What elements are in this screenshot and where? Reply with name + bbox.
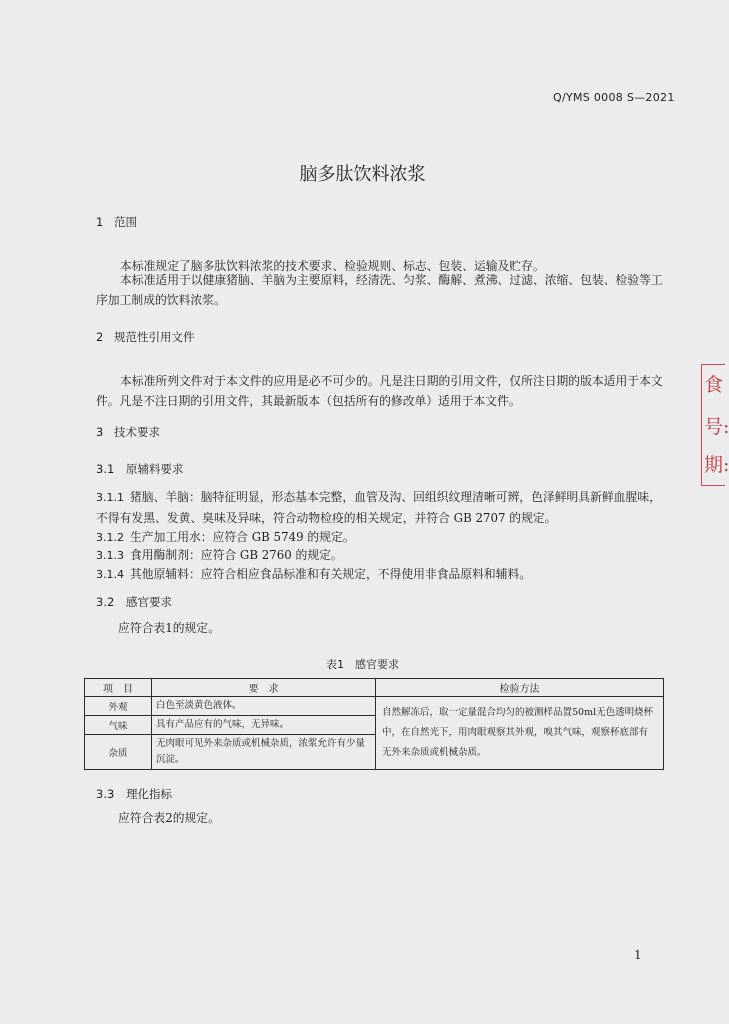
clause-text: 猪脑、羊脑：脑特征明显，形态基本完整，血管及沟、回组织纹理清晰可辨，色泽鲜明具新鲜血腥味，不得有发黑、发黄、臭味及异味，符合动物检疫的相关规定，并符合 GB 2707 的规定。 <box>96 490 661 525</box>
stamp-border <box>701 485 725 486</box>
table-cell-item: 外观 <box>85 697 152 716</box>
section-number: 3 <box>96 425 104 439</box>
table-row <box>85 697 664 716</box>
stamp-border <box>701 364 702 486</box>
column-header-method: 检验方法 <box>376 679 664 697</box>
stamp-char: 期: <box>704 454 729 476</box>
section-3-heading <box>96 424 160 440</box>
table-1-caption: 表1 感官要求 <box>326 658 399 671</box>
clause-text: 生产加工用水：应符合 GB 5749 的规定。 <box>130 530 355 544</box>
section-1-paragraph-2: 本标准适用于以健康猪脑、羊脑为主要原料，经清洗、匀浆、酶解、煮沸、过滤、浓缩、包装、检验等工序加工制成的饮料浓浆。 <box>96 273 663 307</box>
table-cell-requirement: 具有产品应有的气味，无异味。 <box>152 716 376 735</box>
section-3-1-heading <box>96 461 184 477</box>
clause-3-1-4 <box>96 564 671 585</box>
clause-number: 3.1.2 <box>96 531 124 544</box>
section-3-3-heading <box>96 786 172 802</box>
stamp-border <box>701 364 725 365</box>
section-3-2-heading <box>96 594 172 610</box>
section-3-3-text: 应符合表2的规定。 <box>118 811 220 825</box>
section-number: 3.3 <box>96 787 115 801</box>
column-header-requirement: 要 求 <box>152 679 376 697</box>
standard-number: Q/YMS 0008 S—2021 <box>553 91 675 104</box>
document-title: 脑多肽饮料浓浆 <box>299 164 426 185</box>
section-title: 理化指标 <box>126 787 172 801</box>
clause-number: 3.1.1 <box>96 491 124 504</box>
clause-number: 3.1.3 <box>96 549 124 562</box>
section-title: 范围 <box>114 215 137 229</box>
clause-text: 其他原辅料：应符合相应食品标准和有关规定，不得使用非食品原料和辅料。 <box>130 567 532 581</box>
section-1-paragraph-1: 本标准规定了脑多肽饮料浓浆的技术要求、检验规则、标志、包装、运输及贮存。 <box>120 259 545 273</box>
section-number: 1 <box>96 215 104 229</box>
clause-3-1-1 <box>96 487 671 528</box>
section-number: 3.2 <box>96 595 115 609</box>
section-2-paragraph-1: 本标准所列文件对于本文件的应用是必不可少的。凡是注日期的引用文件，仅所注日期的版本适用于本文件。凡是不注日期的引用文件，其最新版本（包括所有的修改单）适用于本文件。 <box>96 374 663 408</box>
table-cell-method: 自然解冻后，取一定量混合均匀的被测样品置50ml无色透明烧杯中，在自然光下，用肉眼观察其外观，嗅其气味，观察杯底部有无外来杂质或机械杂质。 <box>376 697 664 770</box>
section-title: 技术要求 <box>114 425 160 439</box>
column-header-item: 项 目 <box>85 679 152 697</box>
table-header-row <box>85 679 664 697</box>
section-1-heading <box>96 214 137 230</box>
section-number: 3.1 <box>96 462 115 476</box>
section-2-heading <box>96 329 195 345</box>
clause-number: 3.1.4 <box>96 568 124 581</box>
clause-text: 食用酶制剂：应符合 GB 2760 的规定。 <box>130 548 343 562</box>
clause-3-1-3 <box>96 545 671 566</box>
table-cell-requirement: 无肉眼可见外来杂质或机械杂质，浓浆允许有少量沉淀。 <box>152 735 376 770</box>
table-cell-item: 气味 <box>85 716 152 735</box>
table-cell-item: 杂质 <box>85 735 152 770</box>
section-3-2-text: 应符合表1的规定。 <box>118 621 220 635</box>
section-title: 规范性引用文件 <box>114 330 195 344</box>
table-cell-requirement: 白色至淡黄色液体。 <box>152 697 376 716</box>
table-1-sensory <box>84 678 664 770</box>
page-number: 1 <box>634 948 642 962</box>
section-number: 2 <box>96 330 104 344</box>
section-title: 原辅料要求 <box>126 462 184 476</box>
section-title: 感官要求 <box>126 595 172 609</box>
stamp-char: 食 <box>704 374 724 396</box>
stamp-char: 号: <box>704 416 729 438</box>
